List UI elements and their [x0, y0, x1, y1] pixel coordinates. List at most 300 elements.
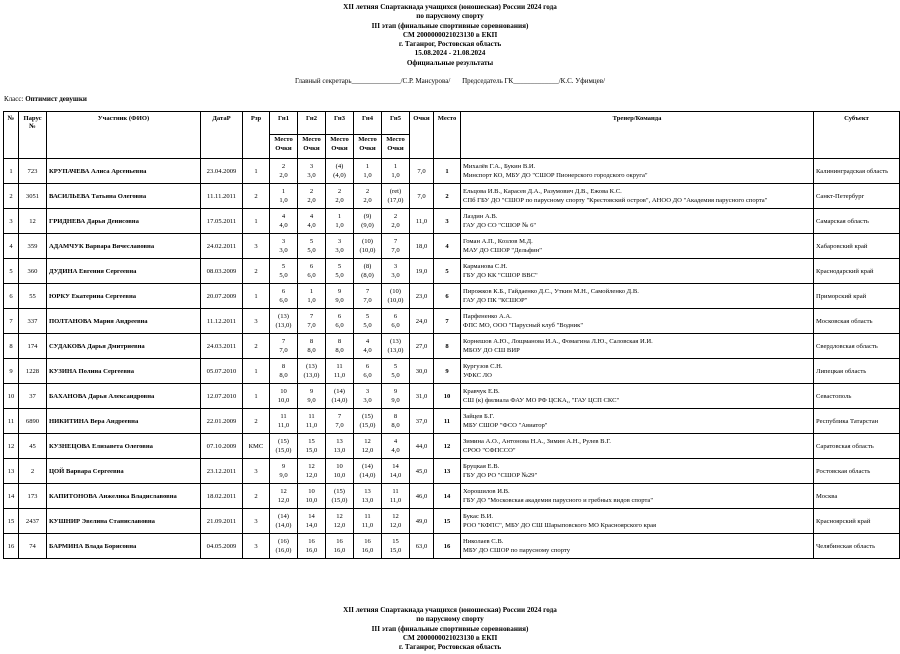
race-3-result [326, 509, 354, 534]
race-4-result [354, 434, 382, 459]
race-place: 4 [365, 338, 370, 345]
coach-team [461, 234, 814, 259]
race-3-result [326, 359, 354, 384]
row-num: 16 [4, 534, 19, 559]
sail-number: 12 [19, 209, 47, 234]
team-name: СПб ГБУ ДО "СШОР по парусному спорту "Крестовский остров", АНОО ДО "Академия парусного спорта" [463, 197, 768, 204]
sport-rank: КМС [243, 434, 270, 459]
race-points: 5,0 [363, 322, 372, 329]
race-points: 7,0 [279, 347, 288, 354]
region: Приморский край [814, 284, 900, 309]
race-place: 11 [308, 413, 315, 420]
race-place: 12 [392, 513, 399, 520]
race-place: (4) [335, 163, 344, 170]
final-place: 1 [434, 159, 461, 184]
race-place: (15) [362, 413, 373, 420]
coach-team [461, 334, 814, 359]
coach-names: Михалёв Г.А., Букин В.И. [463, 163, 536, 170]
sport-rank: 1 [243, 384, 270, 409]
race-points: 2,0 [391, 222, 400, 229]
next-header-sport: по парусному спорту [416, 615, 484, 624]
birth-date: 24.03.2011 [201, 334, 243, 359]
race-1-result [270, 234, 298, 259]
race-3-result [326, 534, 354, 559]
race-place: 12 [280, 488, 287, 495]
race-points: 11,0 [305, 422, 318, 429]
row-num: 10 [4, 384, 19, 409]
sail-number: 1228 [19, 359, 47, 384]
region: Самарская область [814, 209, 900, 234]
race-points: (15,0) [359, 422, 376, 429]
race-place: 3 [281, 238, 286, 245]
race-4-result [354, 359, 382, 384]
race-points: 1,0 [391, 172, 400, 179]
race-2-result [298, 409, 326, 434]
final-place: 8 [434, 334, 461, 359]
race-3-result [326, 409, 354, 434]
signatures [0, 77, 900, 85]
coach-team [461, 259, 814, 284]
race-points: 6,0 [279, 297, 288, 304]
row-num: 11 [4, 409, 19, 434]
secretary-signature: Главный секретарь______________/С.Р. Мансурова/ [294, 77, 451, 85]
race-points: (15,0) [275, 447, 292, 454]
race-2-result [298, 334, 326, 359]
race-place: 5 [281, 263, 286, 270]
race-points: 13,0 [333, 447, 346, 454]
race-place: (8) [363, 263, 372, 270]
race-2-result [298, 459, 326, 484]
race-place: (10) [362, 238, 373, 245]
race-place: 2 [365, 188, 370, 195]
coach-team [461, 159, 814, 184]
race-points: 3,0 [279, 247, 288, 254]
birth-date: 11.11.2011 [201, 184, 243, 209]
team-name: ГБУ ДО КК "СШОР ВВС" [463, 272, 538, 279]
total-points: 24,0 [410, 309, 434, 334]
sail-number: 360 [19, 259, 47, 284]
race-2-result [298, 209, 326, 234]
race-points: 1,0 [363, 172, 372, 179]
race-1-result [270, 484, 298, 509]
race-points: 7,0 [391, 247, 400, 254]
race-5-result [382, 284, 410, 309]
final-place: 5 [434, 259, 461, 284]
race-place: 16 [308, 538, 315, 545]
race-5-result [382, 159, 410, 184]
row-num: 6 [4, 284, 19, 309]
row-num: 12 [4, 434, 19, 459]
race-place: 9 [281, 463, 286, 470]
sport-rank: 2 [243, 334, 270, 359]
total-points: 7,0 [410, 184, 434, 209]
race-place: 10 [280, 388, 287, 395]
final-place: 2 [434, 184, 461, 209]
participant-name: ВАСИЛЬЕВА Татьяна Олеговна [47, 184, 201, 209]
coach-team [461, 384, 814, 409]
race-place: (15) [278, 438, 289, 445]
race-points: 9,0 [307, 397, 316, 404]
birth-date: 21.09.2011 [201, 509, 243, 534]
race-2-result [298, 509, 326, 534]
birth-date: 23.04.2009 [201, 159, 243, 184]
race-points: 7,0 [307, 322, 316, 329]
race-place: (ret) [389, 188, 402, 195]
race-place: (14) [362, 463, 373, 470]
sport-rank: 3 [243, 459, 270, 484]
race-place: 2 [393, 213, 398, 220]
coach-names: Бруцкая Е.В. [463, 463, 500, 470]
race-points: (4,0) [333, 172, 346, 179]
table-row [4, 284, 900, 309]
race-points: 14,0 [305, 522, 318, 529]
col-race-5: Гн5 [382, 112, 410, 135]
race-points: 8,0 [307, 347, 316, 354]
coach-names: Гоман А.П., Козлов М.Д. [463, 238, 533, 245]
race-place: 7 [309, 313, 314, 320]
race-1-result [270, 209, 298, 234]
race-points: 12,0 [389, 522, 402, 529]
race-2-result [298, 434, 326, 459]
race-5-result [382, 509, 410, 534]
table-row [4, 359, 900, 384]
race-1-result [270, 309, 298, 334]
team-name: ГАУ ДО СО "СШОР № 6" [463, 222, 537, 229]
race-1-result [270, 259, 298, 284]
col-race-3: Гн3 [326, 112, 354, 135]
race-points: 6,0 [391, 322, 400, 329]
total-points: 27,0 [410, 334, 434, 359]
race-points: 8,0 [279, 372, 288, 379]
race-place: 13 [336, 438, 343, 445]
race-points: 5,0 [279, 272, 288, 279]
birth-date: 11.12.2011 [201, 309, 243, 334]
col-dob: ДатаР [201, 112, 243, 159]
class-line [4, 95, 87, 103]
participant-name: ГРИДНЕВА Дарья Денисовна [47, 209, 201, 234]
race-1-result [270, 359, 298, 384]
race-points: 4,0 [279, 222, 288, 229]
final-place: 16 [434, 534, 461, 559]
row-num: 5 [4, 259, 19, 284]
col-num: № [4, 112, 19, 159]
race-place: 5 [337, 263, 342, 270]
race-4-result [354, 184, 382, 209]
next-header-title: XII летняя Спартакиада учащихся (юношеская) России 2024 года [343, 606, 557, 614]
race-place: 3 [365, 388, 370, 395]
race-points: 4,0 [391, 447, 400, 454]
race-points: 2,0 [363, 197, 372, 204]
col-points: Очки [410, 112, 434, 159]
row-num: 14 [4, 484, 19, 509]
row-num: 8 [4, 334, 19, 359]
col-place: Место [434, 112, 461, 159]
race-1-result [270, 384, 298, 409]
header-city: г. Таганрог, Ростовская область [398, 40, 502, 49]
coach-team [461, 409, 814, 434]
race-5-result [382, 209, 410, 234]
race-points: 5,0 [335, 272, 344, 279]
region: Севастополь [814, 384, 900, 409]
total-points: 37,0 [410, 409, 434, 434]
table-row [4, 509, 900, 534]
race-place: 11 [280, 413, 287, 420]
sport-rank: 3 [243, 534, 270, 559]
race-points: 7,0 [363, 297, 372, 304]
col-race-2: Гн2 [298, 112, 326, 135]
table-row [4, 184, 900, 209]
team-name: ФПС МО, ООО "Парусный клуб "Водник" [463, 322, 584, 329]
sport-rank: 2 [243, 259, 270, 284]
race-points: 10,0 [333, 472, 346, 479]
coach-names: Корнешов А.Ю., Лощманова И.А., Фомагина Л.Ю., Саловская И.И. [463, 338, 653, 345]
sail-number: 6890 [19, 409, 47, 434]
race-2-result [298, 184, 326, 209]
table-row [4, 484, 900, 509]
race-2-result [298, 284, 326, 309]
race-place: 1 [309, 288, 314, 295]
race-5-result [382, 309, 410, 334]
race-place: (15) [334, 488, 345, 495]
race-4-result [354, 459, 382, 484]
col-coach: Тренер/Команда [461, 112, 814, 159]
race-place: 2 [309, 188, 314, 195]
race-3-result [326, 334, 354, 359]
race-place: 5 [309, 238, 314, 245]
region: Санкт-Петербург [814, 184, 900, 209]
race-points: 4,0 [307, 222, 316, 229]
total-points: 30,0 [410, 359, 434, 384]
row-num: 7 [4, 309, 19, 334]
race-points: (14,0) [331, 397, 348, 404]
table-row [4, 309, 900, 334]
race-3-subheader: Место Очки [326, 135, 354, 159]
race-points: 13,0 [361, 497, 374, 504]
race-place: 10 [336, 463, 343, 470]
col-region: Субъект [814, 112, 900, 159]
race-3-result [326, 484, 354, 509]
race-5-result [382, 459, 410, 484]
race-place: 12 [364, 438, 371, 445]
race-4-subheader: Место Очки [354, 135, 382, 159]
final-place: 12 [434, 434, 461, 459]
race-place: 4 [393, 438, 398, 445]
final-place: 6 [434, 284, 461, 309]
race-points: 6,0 [335, 322, 344, 329]
document-header [0, 3, 900, 68]
next-header-stage: III этап (финальные спортивные соревнования) [371, 624, 529, 633]
race-points: 11,0 [389, 497, 402, 504]
next-page-header [0, 606, 900, 652]
table-row [4, 334, 900, 359]
race-5-result [382, 484, 410, 509]
region: Хабаровский край [814, 234, 900, 259]
race-points: 16,0 [361, 547, 374, 554]
final-place: 14 [434, 484, 461, 509]
participant-name: ЦОЙ Варвара Сергеевна [47, 459, 201, 484]
race-place: 8 [281, 363, 286, 370]
header-sport: по парусному спорту [416, 12, 484, 21]
final-place: 13 [434, 459, 461, 484]
race-points: 2,0 [279, 172, 288, 179]
race-points: 5,0 [391, 372, 400, 379]
class-value: Оптимист девушки [25, 95, 87, 103]
participant-name: КУЗИНА Полина Сергеевна [47, 359, 201, 384]
total-points: 46,0 [410, 484, 434, 509]
coach-team [461, 484, 814, 509]
race-points: (10,0) [387, 297, 404, 304]
header-status: Официальные результаты [406, 58, 494, 67]
class-label: Класс: [4, 95, 24, 103]
race-points: 15,0 [305, 447, 318, 454]
col-race-1: Гн1 [270, 112, 298, 135]
race-place: 5 [393, 363, 398, 370]
region: Республика Татарстан [814, 409, 900, 434]
sport-rank: 3 [243, 309, 270, 334]
participant-name: АДАМЧУК Варвара Вячеславовна [47, 234, 201, 259]
birth-date: 12.07.2010 [201, 384, 243, 409]
race-3-result [326, 159, 354, 184]
coach-names: Николаев С.В. [463, 538, 504, 545]
race-place: 11 [336, 363, 343, 370]
final-place: 9 [434, 359, 461, 384]
coach-names: Букас В.И. [463, 513, 493, 520]
participant-name: ЮРКУ Екатерина Сергеевна [47, 284, 201, 309]
race-points: 1,0 [307, 297, 316, 304]
birth-date: 08.03.2009 [201, 259, 243, 284]
coach-names: Кургузов С.Н. [463, 363, 503, 370]
race-place: 4 [281, 213, 286, 220]
row-num: 9 [4, 359, 19, 384]
race-3-result [326, 184, 354, 209]
race-4-result [354, 534, 382, 559]
team-name: СШ (к) филиала ФАУ МО РФ ЦСКА,, "ГАУ ЦСП СКС" [463, 397, 620, 404]
race-4-result [354, 259, 382, 284]
race-place: (13) [390, 338, 401, 345]
race-points: 16,0 [333, 547, 346, 554]
race-points: 11,0 [277, 422, 290, 429]
total-points: 7,0 [410, 159, 434, 184]
table-row [4, 234, 900, 259]
row-num: 1 [4, 159, 19, 184]
race-points: 14,0 [389, 472, 402, 479]
race-points: 12,0 [361, 447, 374, 454]
race-5-result [382, 259, 410, 284]
table-row [4, 209, 900, 234]
race-5-result [382, 234, 410, 259]
sail-number: 337 [19, 309, 47, 334]
total-points: 63,0 [410, 534, 434, 559]
region: Липецкая область [814, 359, 900, 384]
table-row [4, 459, 900, 484]
race-points: 12,0 [333, 522, 346, 529]
coach-team [461, 284, 814, 309]
race-place: 7 [365, 288, 370, 295]
race-1-result [270, 284, 298, 309]
birth-date: 22.01.2009 [201, 409, 243, 434]
race-place: 2 [337, 188, 342, 195]
race-place: 7 [393, 238, 398, 245]
birth-date: 20.07.2009 [201, 284, 243, 309]
participant-name: КАПИТОНОВА Анжелика Владиславовна [47, 484, 201, 509]
race-1-result [270, 159, 298, 184]
race-place: 1 [281, 188, 286, 195]
race-points: 1,0 [335, 222, 344, 229]
birth-date: 23.12.2011 [201, 459, 243, 484]
table-row [4, 534, 900, 559]
region: Ростовская область [814, 459, 900, 484]
total-points: 11,0 [410, 209, 434, 234]
row-num: 13 [4, 459, 19, 484]
sport-rank: 1 [243, 159, 270, 184]
race-points: 3,0 [363, 397, 372, 404]
total-points: 44,0 [410, 434, 434, 459]
region: Саратовская область [814, 434, 900, 459]
race-2-result [298, 534, 326, 559]
race-1-result [270, 434, 298, 459]
race-5-result [382, 384, 410, 409]
race-points: (9,0) [361, 222, 374, 229]
race-1-result [270, 184, 298, 209]
team-name: МАУ ДО СШОР "Дельфин" [463, 247, 542, 254]
race-place: 3 [337, 238, 342, 245]
race-points: (16,0) [275, 547, 292, 554]
race-1-result [270, 509, 298, 534]
race-points: 9,0 [335, 297, 344, 304]
header-row [4, 112, 900, 135]
race-place: 11 [364, 513, 371, 520]
race-points: 10,0 [277, 397, 290, 404]
race-4-result [354, 209, 382, 234]
team-name: МБУ СШОР "ФСО "Авиатор" [463, 422, 548, 429]
race-place: 6 [365, 363, 370, 370]
race-points: 6,0 [363, 372, 372, 379]
race-points: 10,0 [305, 497, 318, 504]
race-4-result [354, 484, 382, 509]
coach-names: Лаздин А.В. [463, 213, 498, 220]
race-4-result [354, 284, 382, 309]
race-place: 8 [337, 338, 342, 345]
race-1-result [270, 459, 298, 484]
total-points: 23,0 [410, 284, 434, 309]
total-points: 45,0 [410, 459, 434, 484]
race-points: (14,0) [359, 472, 376, 479]
birth-date: 18.02.2011 [201, 484, 243, 509]
race-3-result [326, 459, 354, 484]
total-points: 19,0 [410, 259, 434, 284]
sail-number: 3051 [19, 184, 47, 209]
race-place: 5 [365, 313, 370, 320]
coach-names: Парфененко А.А. [463, 313, 512, 320]
race-points: 15,0 [389, 547, 402, 554]
race-3-result [326, 234, 354, 259]
race-5-subheader: Место Очки [382, 135, 410, 159]
race-2-result [298, 234, 326, 259]
coach-names: Карманова С.Н. [463, 263, 508, 270]
sport-rank: 1 [243, 284, 270, 309]
race-1-result [270, 334, 298, 359]
total-points: 31,0 [410, 384, 434, 409]
race-points: 6,0 [307, 272, 316, 279]
sail-number: 173 [19, 484, 47, 509]
team-name: МБОУ ДО СШ ВИР [463, 347, 520, 354]
region: Челябинская область [814, 534, 900, 559]
next-header-ekp: СМ 2000000021023130 в ЕКП [402, 633, 498, 642]
birth-date: 04.05.2009 [201, 534, 243, 559]
race-points: (13,0) [303, 372, 320, 379]
race-place: 3 [393, 263, 398, 270]
race-5-result [382, 409, 410, 434]
